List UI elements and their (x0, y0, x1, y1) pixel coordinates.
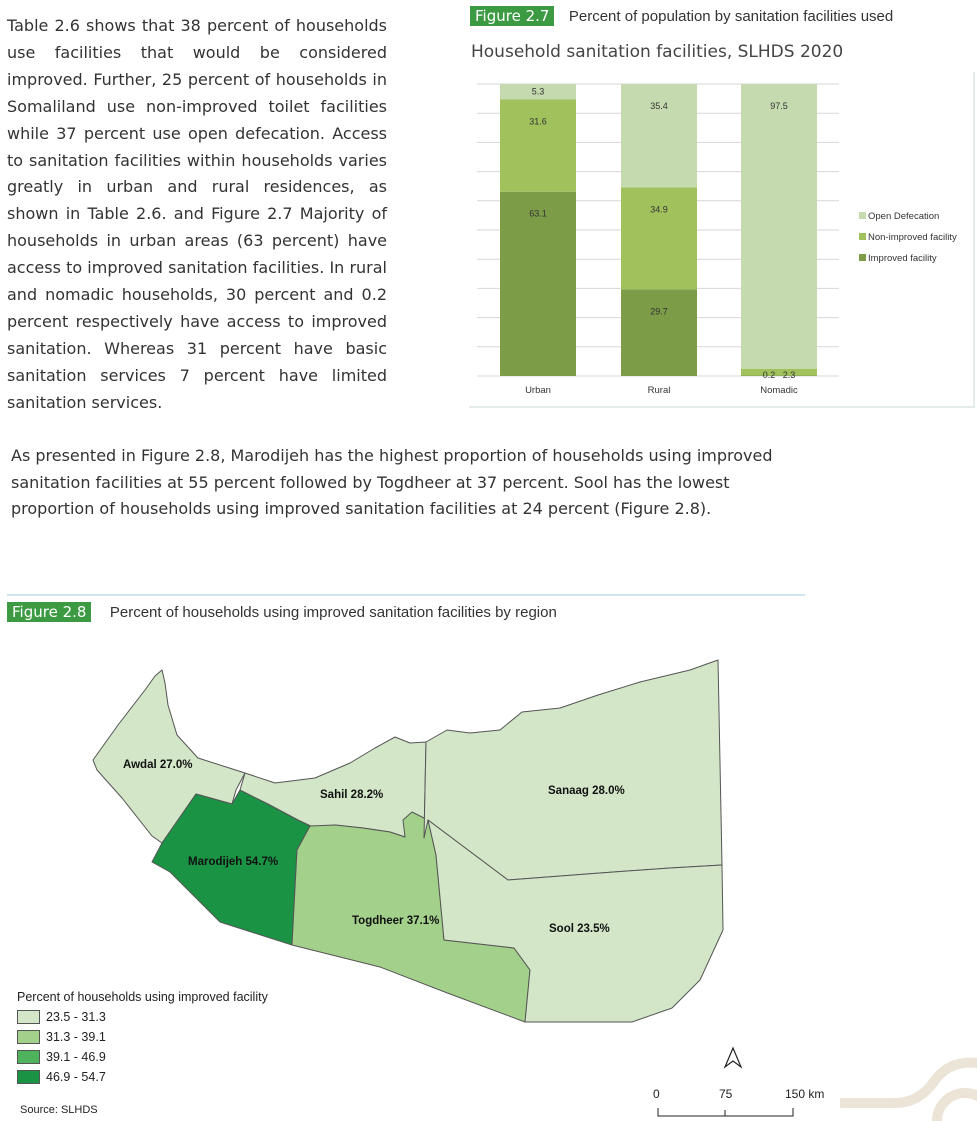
data-label: 29.7 (650, 306, 668, 317)
legend-swatch (859, 254, 866, 261)
data-label: 5.3 (531, 86, 545, 97)
label-marodijeh: Marodijeh 54.7% (188, 856, 279, 868)
data-label: 97.5 (770, 101, 788, 111)
label-sool: Sool 23.5% (549, 923, 610, 935)
map-legend (17, 990, 268, 1087)
data-label: 34.9 (650, 204, 668, 215)
data-label: 63.1 (529, 208, 547, 219)
label-togdheer: Togdheer 37.1% (352, 915, 440, 927)
scale-label-150: 150 km (785, 1087, 825, 1101)
data-label: 0.2 (762, 370, 776, 380)
legend-item (17, 1027, 268, 1047)
figure-2-7-header (470, 6, 970, 26)
label-sahil: Sahil 28.2% (320, 789, 384, 801)
legend-label: 39.1 - 46.9 (46, 1050, 106, 1064)
region-paragraph: As presented in Figure 2.8, Marodijeh has the highest proportion of households using improved sanitation facilities at 55 percent followed by Togdheer at 37 percent. Sool has the lowest proportion of households using improved sanitation facilities at 24 percent (Figure 2.8). (11, 446, 773, 518)
legend-label: 23.5 - 31.3 (46, 1010, 106, 1024)
north-arrow-icon (725, 1048, 741, 1067)
legend-label: Improved facility (868, 253, 937, 264)
figure-2-8-badge: Figure 2.8 (7, 602, 91, 622)
legend-swatch (17, 1030, 40, 1044)
data-label: 31.6 (529, 116, 547, 127)
map-source: Source: SLHDS (20, 1104, 98, 1116)
region-sanaag (424, 660, 722, 880)
decorative-curve-icon (840, 1055, 977, 1121)
scale-bar (658, 1108, 793, 1116)
legend-swatch (17, 1010, 40, 1024)
bar-segment (500, 99, 576, 191)
figure-2-8-divider (7, 594, 805, 596)
sanitation-stacked-bar-chart (469, 70, 974, 406)
figure-2-7-title: Percent of population by sanitation facilities used (568, 8, 894, 25)
legend-label: 31.3 - 39.1 (46, 1030, 106, 1044)
bar-segment (741, 369, 817, 376)
bar-segment (741, 375, 817, 376)
figure-2-8-header (7, 602, 557, 622)
legend-swatch (859, 233, 866, 240)
legend-label: 46.9 - 54.7 (46, 1070, 106, 1084)
bar-segment (741, 84, 817, 369)
legend-label: Open Defecation (868, 211, 940, 222)
legend-item (17, 1067, 268, 1087)
category-label: Rural (647, 385, 671, 396)
legend-swatch (859, 212, 866, 219)
figure-2-7-subtitle: Household sanitation facilities, SLHDS 2020 (471, 42, 844, 62)
bar-segment (621, 187, 697, 289)
scale-label-0: 0 (653, 1087, 660, 1101)
figure-2-7-badge: Figure 2.7 (470, 6, 554, 26)
legend-title: Percent of households using improved facility (17, 990, 268, 1004)
category-label: Nomadic (760, 385, 798, 396)
legend-swatch (17, 1070, 40, 1084)
data-label: 35.4 (650, 101, 668, 111)
legend-label: Non-improved facility (868, 232, 957, 243)
legend-item (17, 1047, 268, 1067)
intro-paragraph: Table 2.6 shows that 38 percent of households use facilities that would be considered improved. Further, 25 percent of households in Somaliland use non-improved toilet facilities while 37 percent use open defecation. Access to sanitation facilities within households varies greatly in urban and rural residences, as shown in Table 2.6. and Figure 2.7 Majority of households in urban areas (63 percent) have access to improved sanitation facilities. In rural and nomadic households, 30 percent and 0.2 percent respectively have access to improved sanitation. Whereas 31 percent have basic sanitation services 7 percent have limited sanitation services. (7, 16, 387, 412)
bar-segment (621, 84, 697, 187)
legend-swatch (17, 1050, 40, 1064)
label-awdal: Awdal 27.0% (123, 759, 193, 771)
bar-segment (500, 192, 576, 376)
category-label: Urban (525, 385, 551, 396)
legend-item (17, 1007, 268, 1027)
figure-2-8-title: Percent of households using improved sanitation facilities by region (109, 604, 557, 621)
label-sanaag: Sanaag 28.0% (548, 785, 625, 797)
data-label: 2.3 (782, 370, 796, 380)
scale-label-75: 75 (719, 1087, 733, 1101)
bar-segment (621, 289, 697, 376)
